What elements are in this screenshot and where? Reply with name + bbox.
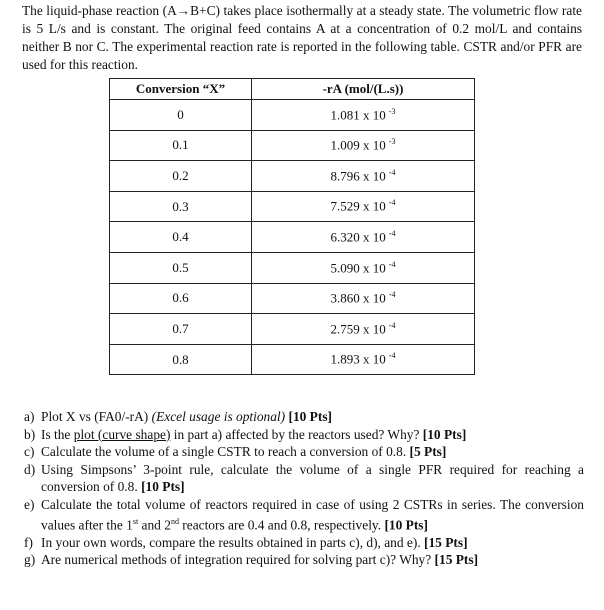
question-a-points: [10 Pts] xyxy=(288,409,332,424)
question-a-text: Plot X vs (FA0/-rA) xyxy=(41,409,149,424)
rate-mantissa: 6.320 x 10 xyxy=(330,229,386,245)
question-c xyxy=(24,443,584,461)
question-e-text-2: and 2 xyxy=(141,517,171,533)
question-d xyxy=(24,461,584,496)
table-row xyxy=(110,252,475,283)
question-e-points: [10 Pts] xyxy=(384,517,428,533)
table-row xyxy=(110,100,475,131)
question-label: a) xyxy=(24,409,35,424)
conversion-cell: 0.4 xyxy=(110,222,252,253)
question-g-points: [15 Pts] xyxy=(434,552,479,568)
question-e-text-3: reactors are 0.4 and 0.8, respectively. xyxy=(182,517,382,533)
header-rate: -rA (mol/(L.s)) xyxy=(252,79,475,100)
question-label: f) xyxy=(24,534,33,550)
question-label: b) xyxy=(24,426,36,442)
conversion-cell: 0.2 xyxy=(110,161,252,192)
question-b xyxy=(24,426,584,444)
rate-mantissa: 1.081 x 10 xyxy=(330,106,386,122)
question-f-points: [15 Pts] xyxy=(424,534,468,550)
conversion-cell: 0.1 xyxy=(110,130,252,161)
table-row xyxy=(110,222,475,253)
question-label: d) xyxy=(24,461,36,477)
question-b-underlined: plot (curve shape) xyxy=(73,426,171,442)
rate-table xyxy=(109,78,475,375)
rate-cell xyxy=(252,100,475,131)
question-label: e) xyxy=(24,496,35,512)
question-b-text-rest: in part a) affected by the reactors used? Why? xyxy=(173,426,420,442)
question-a-note: (Excel usage is optional) xyxy=(151,409,286,424)
conversion-cell: 0.6 xyxy=(110,283,252,314)
question-g xyxy=(24,551,584,569)
question-d-points: [10 Pts] xyxy=(141,479,185,494)
rate-exponent: -4 xyxy=(388,290,396,300)
table-row xyxy=(110,344,475,375)
rate-mantissa: 1.893 x 10 xyxy=(330,351,386,367)
ordinal-st: st xyxy=(132,517,139,526)
rate-cell xyxy=(252,130,475,161)
rate-cell xyxy=(252,283,475,314)
ordinal-nd: nd xyxy=(170,517,179,526)
rate-exponent: -3 xyxy=(388,106,396,116)
rate-mantissa: 5.090 x 10 xyxy=(330,259,386,275)
rate-cell xyxy=(252,161,475,192)
rate-exponent: -3 xyxy=(388,137,396,147)
rate-exponent: -4 xyxy=(388,351,396,361)
rate-mantissa: 1.009 x 10 xyxy=(330,137,386,153)
rate-mantissa: 3.860 x 10 xyxy=(330,290,386,306)
conversion-cell: 0 xyxy=(110,100,252,131)
question-c-text: Calculate the volume of a single CSTR to reach a conversion of 0.8. xyxy=(41,444,407,459)
conversion-cell: 0.7 xyxy=(110,314,252,345)
question-a xyxy=(24,408,584,426)
table-row xyxy=(110,314,475,345)
rate-mantissa: 7.529 x 10 xyxy=(330,198,386,214)
table-row xyxy=(110,283,475,314)
table-header-row xyxy=(110,79,475,100)
question-label: g) xyxy=(24,552,36,568)
question-c-points: [5 Pts] xyxy=(409,444,447,459)
rate-cell xyxy=(252,252,475,283)
conversion-cell: 0.3 xyxy=(110,191,252,222)
question-b-text: Is the xyxy=(41,426,71,442)
problem-statement: The liquid-phase reaction (A→B+C) takes place isothermally at a steady state. The volumetric flow rate is 5 L/s and is constant. The original feed contains A at a concentration of 0.2 mol/L and contains neither B nor C. The experimental reaction rate is reported in the following table. CSTR and/or PFR are used for this reaction. xyxy=(22,3,582,72)
conversion-cell: 0.5 xyxy=(110,252,252,283)
rate-mantissa: 2.759 x 10 xyxy=(330,321,386,337)
question-d-text: Using Simpsons’ 3-point rule, calculate the volume of a single PFR required for reaching a conversion of 0.8. xyxy=(41,461,584,494)
rate-exponent: -4 xyxy=(388,229,396,238)
rate-cell xyxy=(252,222,475,253)
question-label: c) xyxy=(24,444,35,459)
table-body xyxy=(110,100,475,375)
conversion-cell: 0.8 xyxy=(110,344,252,375)
rate-exponent: -4 xyxy=(388,320,396,330)
rate-exponent: -4 xyxy=(388,167,396,177)
question-b-points: [10 Pts] xyxy=(422,426,467,442)
rate-cell xyxy=(252,191,475,222)
table-row xyxy=(110,191,475,222)
question-e-text: Calculate the total volume of reactors required in case of using 2 CSTRs in series. The conversion values after the 1 xyxy=(41,496,584,533)
table-row xyxy=(110,130,475,161)
question-f-text: In your own words, compare the results obtained in parts c), d), and e). xyxy=(41,534,421,550)
question-list xyxy=(24,408,584,569)
rate-exponent: -4 xyxy=(388,259,396,269)
question-f xyxy=(24,534,584,552)
rate-exponent: -4 xyxy=(388,198,396,208)
question-g-text: Are numerical methods of integration required for solving part c)? Why? xyxy=(41,552,432,568)
header-conversion: Conversion “X” xyxy=(110,79,252,100)
rate-cell xyxy=(252,344,475,375)
rate-mantissa: 8.796 x 10 xyxy=(330,168,386,184)
table-row xyxy=(110,161,475,192)
question-e xyxy=(24,496,584,534)
rate-cell xyxy=(252,314,475,345)
